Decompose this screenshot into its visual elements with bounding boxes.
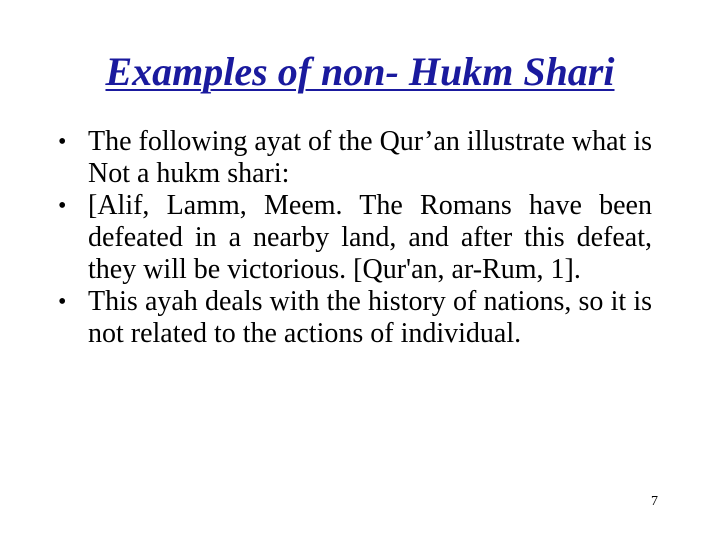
bullet-text: The following ayat of the Qur’an illustrate what is Not a hukm shari: bbox=[88, 126, 652, 189]
page-number: 7 bbox=[651, 494, 658, 509]
bullet-text: This ayah deals with the history of nations, so it is not related to the actions of individual. bbox=[88, 286, 652, 349]
bullet-item bbox=[58, 190, 652, 286]
bullet-icon: • bbox=[58, 129, 67, 155]
bullet-list bbox=[58, 126, 652, 350]
bullet-icon: • bbox=[58, 289, 67, 315]
slide-title: Examples of non- Hukm Shari bbox=[105, 49, 615, 94]
bullet-item bbox=[58, 126, 652, 190]
bullet-item bbox=[58, 286, 652, 350]
bullet-icon: • bbox=[58, 193, 67, 219]
bullet-text: [Alif, Lamm, Meem. The Romans have been defeated in a nearby land, and after this defeat, they will be victorious. [Qur'an, ar-Rum, 1]. bbox=[88, 190, 652, 285]
